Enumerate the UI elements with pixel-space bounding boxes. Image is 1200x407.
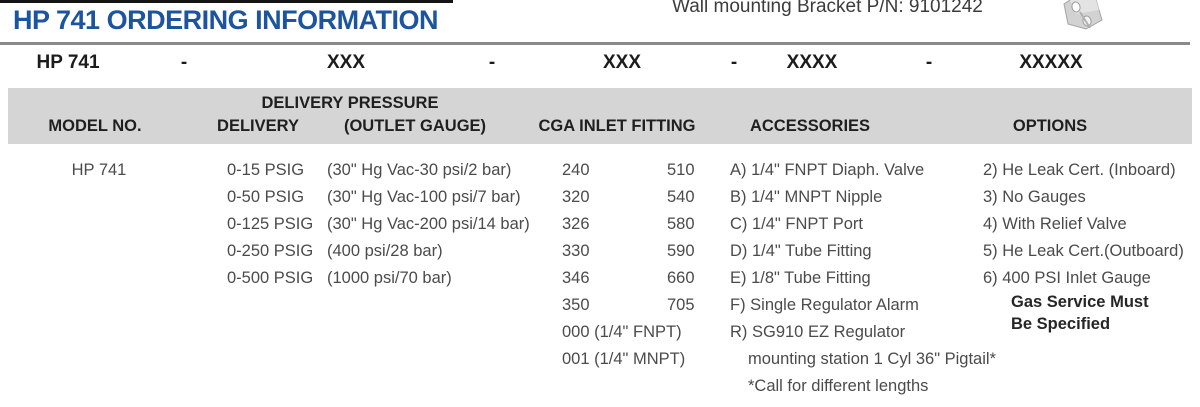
accessory-item-cell: mounting station 1 Cyl 36" Pigtail*	[748, 350, 996, 368]
delivery-range-cell: 0-15 PSIG	[227, 161, 305, 179]
delivery-range-cell: 0-50 PSIG	[227, 188, 305, 206]
accessory-item-cell: R) SG910 EZ Regulator	[730, 323, 906, 341]
option-item-cell: 4) With Relief Valve	[983, 215, 1127, 233]
option-item-cell: 6) 400 PSI Inlet Gauge	[983, 269, 1151, 287]
outlet-gauge-cell: (400 psi/28 bar)	[327, 242, 443, 260]
outlet-gauge-cell: (30" Hg Vac-30 psi/2 bar)	[327, 161, 512, 179]
cga-code-cell: 540	[667, 188, 695, 206]
format-separator: -	[925, 52, 933, 73]
column-header-delivery: DELIVERY	[217, 117, 299, 135]
format-segment-1: XXX	[326, 52, 366, 73]
column-header-outlet-gauge: (OUTLET GAUGE)	[343, 117, 487, 135]
format-separator: -	[488, 52, 496, 73]
gas-service-note-line2: Be Specified	[1011, 315, 1111, 333]
wall-bracket-icon	[1056, 0, 1108, 30]
cga-code-cell: 001 (1/4" MNPT)	[562, 350, 686, 368]
column-header-delivery-pressure-group: DELIVERY PRESSURE	[261, 94, 439, 112]
option-item-cell: 2) He Leak Cert. (Inboard)	[983, 161, 1176, 179]
accessory-item-cell: C) 1/4" FNPT Port	[730, 215, 863, 233]
column-header-options: OPTIONS	[1012, 117, 1088, 135]
column-header-cga-inlet-fitting: CGA INLET FITTING	[538, 117, 696, 135]
table-header	[8, 88, 1192, 144]
accessory-item-cell: E) 1/8" Tube Fitting	[730, 269, 871, 287]
gas-service-note-line1: Gas Service Must	[1011, 293, 1149, 311]
delivery-range-cell: 0-250 PSIG	[227, 242, 314, 260]
cga-code-cell: 326	[562, 215, 590, 233]
cga-code-cell: 000 (1/4" FNPT)	[562, 323, 682, 341]
cga-code-cell: 240	[562, 161, 590, 179]
accessory-item-cell: A) 1/4" FNPT Diaph. Valve	[730, 161, 925, 179]
accessory-item-cell: *Call for different lengths	[748, 377, 929, 395]
cga-code-cell: 330	[562, 242, 590, 260]
delivery-range-cell: 0-125 PSIG	[227, 215, 314, 233]
format-separator: -	[730, 52, 738, 73]
outlet-gauge-cell: (1000 psi/70 bar)	[327, 269, 452, 287]
cga-code-cell: 350	[562, 296, 590, 314]
accessory-item-cell: B) 1/4" MNPT Nipple	[730, 188, 883, 206]
wall-bracket-note: Wall mounting Bracket P/N: 9101242	[672, 0, 983, 17]
cga-code-cell: 346	[562, 269, 590, 287]
format-model: HP 741	[36, 52, 100, 73]
cga-code-cell: 705	[667, 296, 695, 314]
page-title: HP 741 ORDERING INFORMATION	[13, 5, 439, 35]
option-item-cell: 5) He Leak Cert.(Outboard)	[983, 242, 1184, 260]
cga-code-cell: 590	[667, 242, 695, 260]
outlet-gauge-cell: (30" Hg Vac-100 psi/7 bar)	[327, 188, 521, 206]
cga-code-cell: 320	[562, 188, 590, 206]
top-edge-rule	[0, 0, 453, 3]
format-segment-4: XXXXX	[1019, 52, 1083, 73]
format-segment-3: XXXX	[786, 52, 838, 73]
delivery-range-cell: 0-500 PSIG	[227, 269, 314, 287]
cga-code-cell: 510	[667, 161, 695, 179]
option-item-cell: 3) No Gauges	[983, 188, 1086, 206]
cga-code-cell: 580	[667, 215, 695, 233]
format-separator: -	[180, 52, 188, 73]
outlet-gauge-cell: (30" Hg Vac-200 psi/14 bar)	[327, 215, 530, 233]
accessory-item-cell: D) 1/4" Tube Fitting	[730, 242, 872, 260]
column-header-model-no: MODEL NO.	[48, 117, 142, 135]
title-divider	[0, 42, 1190, 45]
accessory-item-cell: F) Single Regulator Alarm	[730, 296, 919, 314]
model-cell: HP 741	[71, 161, 127, 179]
cga-code-cell: 660	[667, 269, 695, 287]
format-segment-2: XXX	[602, 52, 642, 73]
column-header-accessories: ACCESSORIES	[749, 117, 871, 135]
